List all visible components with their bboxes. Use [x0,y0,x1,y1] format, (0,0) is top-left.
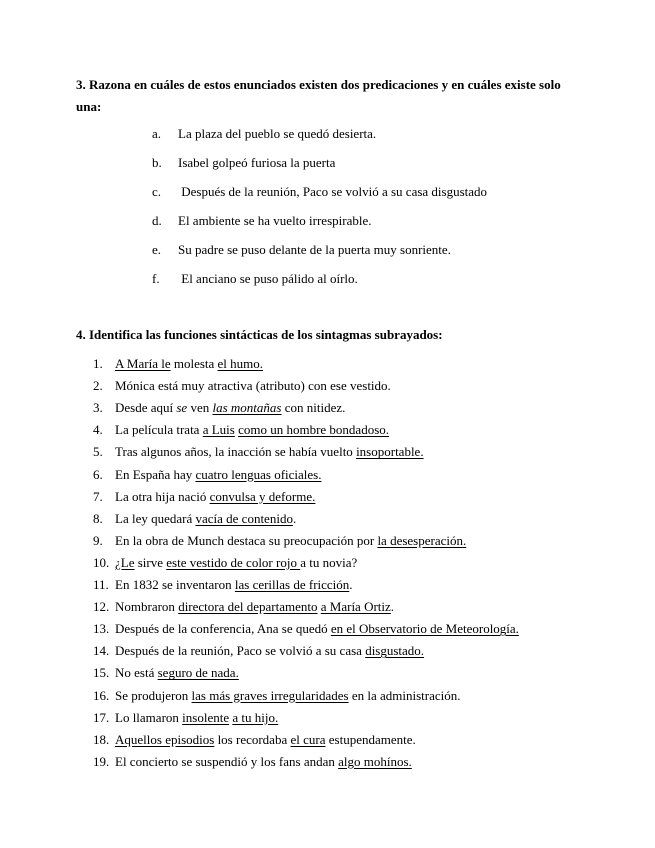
item-number: 19. [93,753,110,769]
list-item [152,271,358,287]
item-text: Mónica está muy atractiva (atributo) con ese vestido. [115,378,391,394]
item-number: 9. [93,532,103,548]
underlined-phrase: insoportable. [356,444,424,460]
list-item [152,213,371,229]
item-text: El anciano se puso pálido al oírlo. [178,271,358,286]
list-item [93,621,519,637]
item-text: estupendamente. [325,731,416,747]
underlined-phrase: las cerillas de fricción [234,577,350,592]
item-number: 13. [93,621,110,637]
item-text: La plaza del pueblo se quedó desierta. [178,126,377,141]
item-text: El concierto se suspendió y los fans andan [115,753,339,769]
item-text: molesta [170,356,218,371]
list-item [152,155,335,171]
item-text: Después de la conferencia, Ana se quedó [115,621,331,637]
item-number: 1. [93,356,103,371]
item-text: Después de la reunión, Paco se volvió a su casa [115,643,366,659]
item-text: La otra hija nació [115,488,210,504]
item-number: 2. [93,378,103,394]
item-text: . [390,599,395,615]
underlined-phrase: seguro de nada. [157,665,239,681]
item-text: Después de la reunión, Paco se volvió a su casa disgustado [178,184,488,199]
list-item [93,356,263,372]
underlined-phrase: cuatro lenguas oficiales. [195,466,322,482]
item-number: 4. [93,422,103,438]
item-text: ven [187,400,213,416]
list-item [152,126,376,142]
underlined-phrase: ¿Le [115,554,135,570]
item-text: a tu novia? [300,554,358,570]
item-text: Desde aquí [115,400,177,416]
item-letter: f. [152,271,160,286]
item-text: En España hay [115,466,196,482]
list-item [93,754,412,770]
underlined-phrase: A María le [115,356,171,371]
item-text: en la administración. [348,687,461,703]
item-text: Nombraron [115,599,179,615]
item-number: 15. [93,665,110,681]
item-text: La película trata [115,422,203,438]
list-item [93,400,345,416]
underlined-phrase: convulsa y deforme. [209,488,316,504]
item-number: 6. [93,466,103,482]
underlined-phrase: este vestido de color rojo [166,554,301,570]
item-number: 18. [93,731,110,747]
underlined-phrase: algo mohínos. [338,753,412,769]
underlined-phrase: el humo. [217,356,264,371]
item-number: 12. [93,599,110,615]
list-item [93,555,357,571]
item-text: con nitidez. [281,400,346,416]
list-item [93,378,391,394]
underlined-phrase: a Luis [202,422,235,438]
item-text: Isabel golpeó furiosa la puerta [178,155,336,170]
item-text: No está [115,665,158,681]
item-number: 8. [93,510,103,526]
list-item [93,422,389,438]
underlined-phrase: en el Observatorio de Meteorología. [330,621,519,637]
list-item [93,688,461,704]
list-item [93,467,322,483]
list-item [93,511,296,527]
section-3-heading: 3. Razona en cuáles de estos enunciados existen dos predicaciones y en cuáles existe solo una: [76,77,561,114]
item-text: La ley quedará [115,510,196,526]
item-text: Se produjeron [115,687,192,703]
item-letter: d. [152,213,162,228]
underlined-phrase: disgustado. [365,643,425,659]
list-item [93,444,424,460]
list-item [93,577,353,593]
item-number: 16. [93,687,110,703]
item-number: 5. [93,444,103,460]
underlined-phrase: a tu hijo. [232,709,279,725]
list-item [93,732,416,748]
section-4-heading: 4. Identifica las funciones sintácticas de los sintagmas subrayados: [76,327,443,342]
item-text: . [292,510,297,526]
item-text: El ambiente se ha vuelto irrespirable. [178,213,372,228]
underlined-phrase: las más graves irregularidades [191,687,349,703]
underlined-phrase: Aquellos episodios [115,731,215,747]
item-text: Tras algunos años, la inacción se había vuelto [115,444,357,460]
underlined-phrase: como un hombre bondadoso. [238,422,390,438]
list-item [152,184,487,200]
item-number: 3. [93,400,103,416]
underlined-phrase: insolente [182,709,230,725]
list-item [93,599,394,615]
item-text: los recordaba [214,731,291,747]
list-item [93,643,424,659]
item-letter: a. [152,126,162,141]
item-number: 11. [93,577,109,592]
list-item [152,242,451,258]
item-letter: b. [152,155,162,170]
item-letter: e. [152,242,162,257]
underlined-phrase: vacía de contenido [195,510,293,526]
item-letter: c. [152,184,162,199]
item-text: Lo llamaron [115,709,183,725]
list-item [93,489,315,505]
italic-phrase: las montañas [212,400,282,416]
item-number: 10. [93,554,110,570]
item-text: Su padre se puso delante de la puerta muy sonriente. [178,242,451,257]
underlined-phrase: la desesperación. [377,532,467,548]
item-text: En la obra de Munch destaca su preocupación por [115,532,378,548]
item-number: 7. [93,488,103,504]
list-item [93,665,239,681]
item-number: 17. [93,709,110,725]
item-text: se [176,400,188,416]
item-text: En 1832 se inventaron [115,577,235,592]
list-item [93,710,278,726]
underlined-phrase: a María Ortiz [320,599,391,615]
item-number: 14. [93,643,110,659]
item-text: . [349,577,353,592]
underlined-phrase [213,400,282,415]
underlined-phrase: directora del departamento [178,599,318,615]
list-item [93,533,466,549]
underlined-phrase: el cura [290,731,326,747]
item-text: sirve [134,554,167,570]
